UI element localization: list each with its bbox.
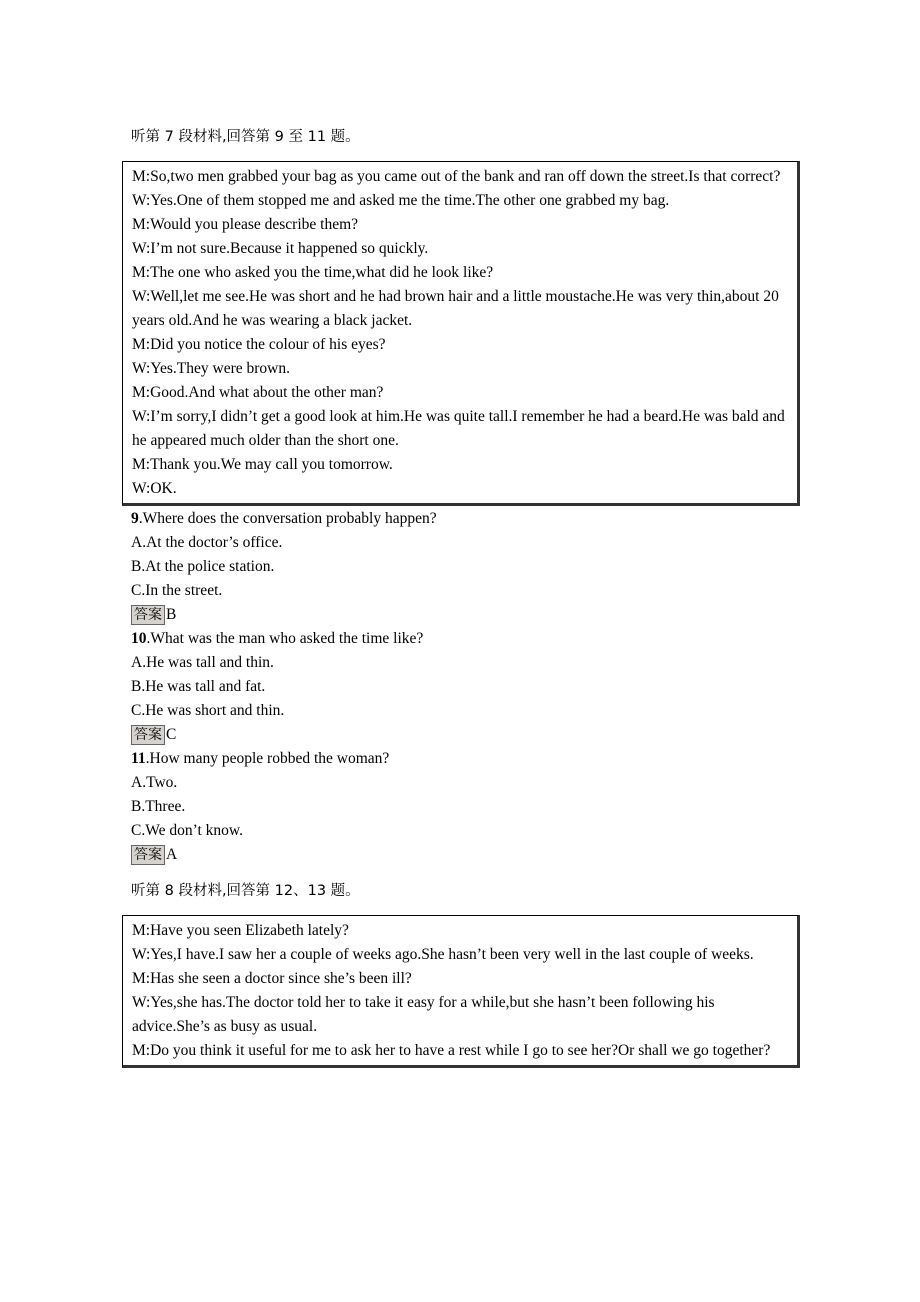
dialogue-line: M:Has she seen a doctor since she’s been ill?	[132, 970, 412, 987]
dialogue-line: M:Did you notice the colour of his eyes?	[132, 336, 386, 353]
section-heading: 听第 8 段材料,回答第 12、13 题。	[131, 883, 360, 899]
dialogue-line: M:Thank you.We may call you tomorrow.	[132, 456, 393, 473]
dialogue-box	[122, 161, 800, 506]
question-stem	[122, 747, 800, 771]
listening-section	[122, 125, 800, 867]
question-number: 10	[131, 630, 147, 647]
answer-option: A.Two.	[131, 774, 178, 791]
answer-option: A.He was tall and thin.	[131, 654, 274, 671]
answer-badge: 答案	[131, 725, 165, 745]
dialogue-line: M:Have you seen Elizabeth lately?	[132, 922, 349, 939]
dialogue-line: W:OK.	[132, 480, 177, 497]
question-text: .How many people robbed the woman?	[145, 750, 390, 767]
answer-option: C.In the street.	[131, 582, 223, 599]
question-text: .What was the man who asked the time like?	[146, 630, 424, 647]
dialogue-line: W:Well,let me see.He was short and he had brown hair and a little moustache.He was very thin,about 20 years old.And he was wearing a black jacket.	[132, 288, 779, 329]
answer-line	[122, 843, 800, 867]
answer-line	[122, 603, 800, 627]
question-stem	[122, 627, 800, 651]
dialogue-line: W:Yes.They were brown.	[132, 360, 290, 377]
question-stem	[122, 507, 800, 531]
answer-option: B.Three.	[131, 798, 186, 815]
answer-option: C.We don’t know.	[131, 822, 243, 839]
dialogue-line: M:Good.And what about the other man?	[132, 384, 384, 401]
dialogue-line: W:I’m not sure.Because it happened so quickly.	[132, 240, 429, 257]
section-heading: 听第 7 段材料,回答第 9 至 11 题。	[131, 129, 360, 145]
question-number: 9	[131, 510, 139, 527]
dialogue-box	[122, 915, 800, 1068]
answer-option: B.He was tall and fat.	[131, 678, 266, 695]
answer-badge: 答案	[131, 605, 165, 625]
listening-section	[122, 879, 800, 1068]
answer-option: C.He was short and thin.	[131, 702, 285, 719]
answer-badge: 答案	[131, 845, 165, 865]
question-text: .Where does the conversation probably happen?	[138, 510, 437, 527]
dialogue-line: M:The one who asked you the time,what did he look like?	[132, 264, 494, 281]
answer-option: B.At the police station.	[131, 558, 275, 575]
dialogue-line: W:Yes,she has.The doctor told her to take it easy for a while,but she hasn’t been following his advice.She’s as busy as usual.	[132, 994, 715, 1035]
answer-value: C	[166, 726, 177, 743]
document-page	[122, 125, 800, 1069]
dialogue-line: M:Would you please describe them?	[132, 216, 359, 233]
dialogue-line: W:Yes.One of them stopped me and asked me the time.The other one grabbed my bag.	[132, 192, 670, 209]
answer-value: A	[166, 846, 178, 863]
question-number: 11	[131, 750, 146, 767]
answer-line	[122, 723, 800, 747]
answer-value: B	[166, 606, 177, 623]
dialogue-line: M:Do you think it useful for me to ask her to have a rest while I go to see her?Or shall we go together?	[132, 1042, 771, 1059]
dialogue-line: M:So,two men grabbed your bag as you came out of the bank and ran off down the street.Is that correct?	[132, 168, 781, 185]
answer-option: A.At the doctor’s office.	[131, 534, 283, 551]
dialogue-line: W:I’m sorry,I didn’t get a good look at him.He was quite tall.I remember he had a beard.He was bald and he appeared much older than the short one.	[132, 408, 785, 449]
dialogue-line: W:Yes,I have.I saw her a couple of weeks ago.She hasn’t been very well in the last couple of weeks.	[132, 946, 754, 963]
